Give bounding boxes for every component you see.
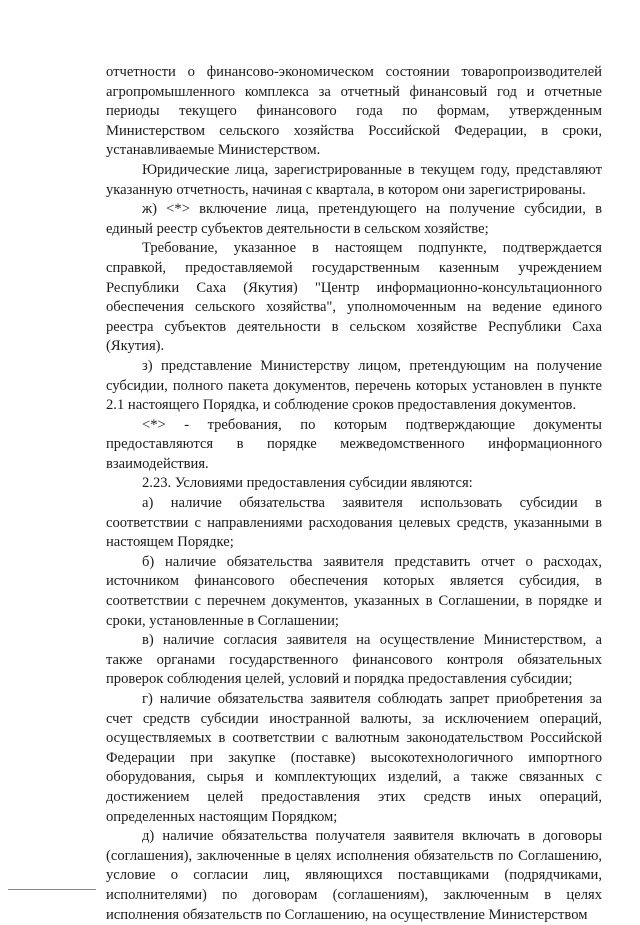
paragraph-condition-g: г) наличие обязательства заявителя соблюдать запрет приобретения за счет средств субсидии иностранной валюты, за исключением операций, осуществляемых в соответствии с валютным законодательством Российской Федерации при закупке (поставке) высокотехнологичного импортного оборудования, сырья и комплектующих изделий, а также связанных с достижением целей предоставления этих средств иных операций, определенных настоящим Порядком;: [106, 691, 602, 825]
paragraph-legal-entities: Юридические лица, зарегистрированные в текущем году, представляют указанную отчетность, начиная с квартала, в котором они зарегистрированы.: [106, 161, 602, 198]
paragraph-section-2-23: 2.23. Условиями предоставления субсидии являются:: [142, 475, 473, 492]
paragraph-requirement-certificate: Требование, указанное в настоящем подпункте, подтверждается справкой, предоставляемой государственным казенным учреждением Республики Саха (Якутия) "Центр информационно-консультационного обеспечения сельского хозяйства", уполномоченным на ведение единого реестра субъектов деятельности в сельском хозяйстве Республики Саха (Якутия).: [106, 240, 602, 355]
paragraph-reporting-continuation: отчетности о финансово-экономическом состоянии товаропроизводителей агропромышленного комплекса за отчетный финансовый год и отчетные периоды текущего финансового года по формам, утвержденным Министерством сельского хозяйства Российской Федерации, в сроки, устанавливаемые Министерством.: [106, 64, 602, 159]
paragraph-item-zh: ж) <*> включение лица, претендующего на получение субсидии, в единый реестр субъектов деятельности в сельском хозяйстве;: [106, 201, 602, 237]
paragraph-condition-v: в) наличие согласия заявителя на осуществление Министерством, а также органами государственного финансового контроля обязательных проверок соблюдения целей, условий и порядка предоставления субсидии;: [106, 632, 602, 688]
paragraph-condition-a: а) наличие обязательства заявителя использовать субсидии в соответствии с направлениями расходования целевых средств, указанными в настоящем Порядке;: [106, 495, 602, 551]
paragraph-condition-b: б) наличие обязательства заявителя представить отчет о расходах, источником финансового обеспечения которых является субсидия, в соответствии с перечнем документов, указанных в Соглашении, в порядке и сроки, установленные в Соглашении;: [106, 553, 602, 629]
paragraph-footnote-note: <*> - требования, по которым подтверждающие документы предоставляются в порядке межведомственного информационного взаимодействия.: [106, 416, 602, 472]
document-page: [106, 63, 602, 925]
footnote-separator-line: [8, 889, 96, 890]
paragraph-item-z: з) представление Министерству лицом, претендующим на получение субсидии, полного пакета документов, перечень которых установлен в пункте 2.1 настоящего Порядка, и соблюдение сроков предоставления документов.: [106, 357, 602, 414]
paragraph-condition-d: д) наличие обязательства получателя заявителя включать в договоры (соглашения), заключенные в целях исполнения обязательств по Соглашению, условие о согласии лиц, являющихся поставщиками (подрядчиками, исполнителями) по договорам (соглашениям), заключенным в целях исполнения обязательств по Соглашению, на осуществление Министерством: [106, 828, 602, 923]
